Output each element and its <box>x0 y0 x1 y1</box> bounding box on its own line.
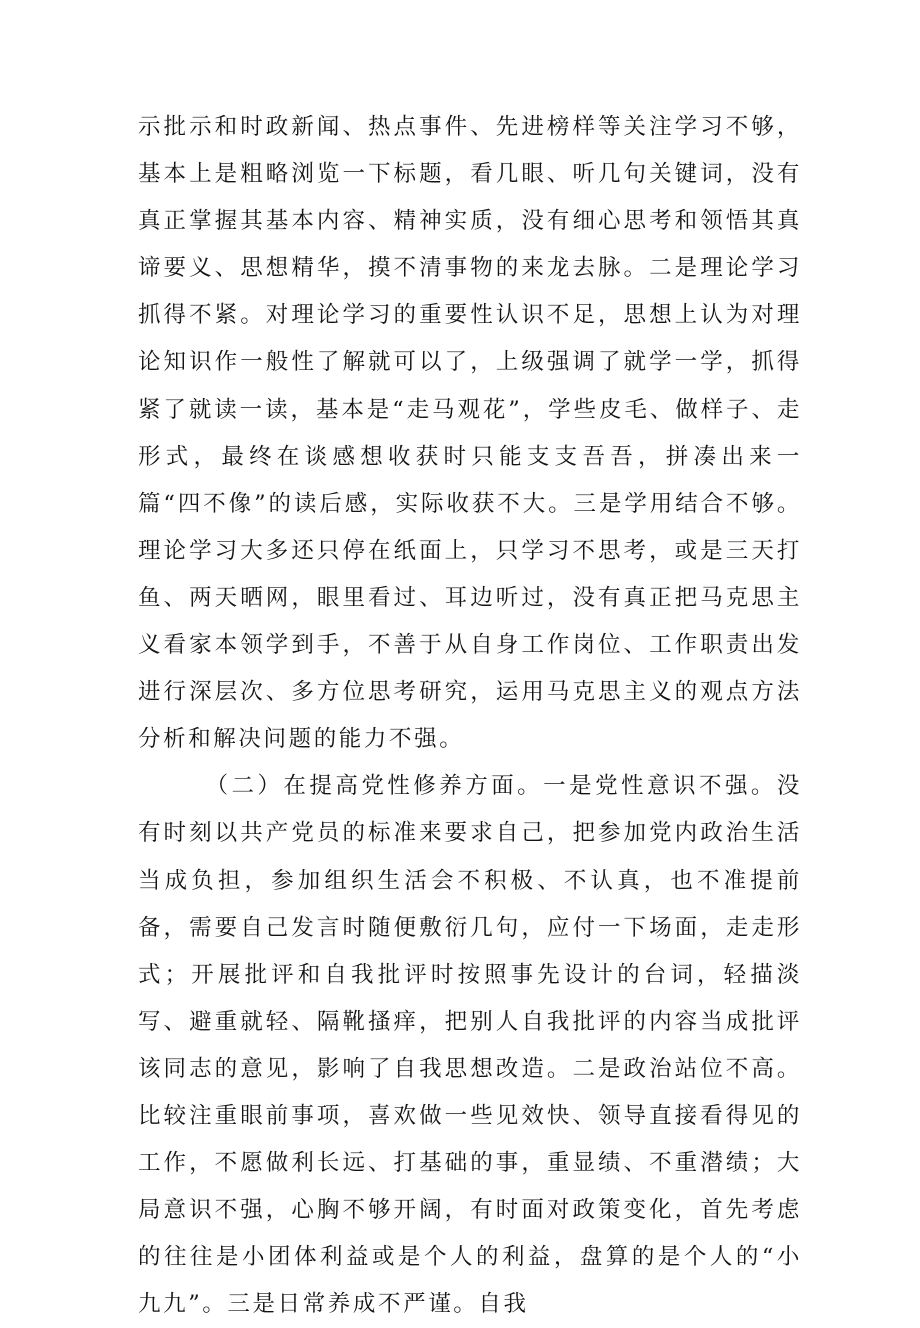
paragraph-study: 示批示和时政新闻、热点事件、先进榜样等关注学习不够，基本上是粗略浏览一下标题，看几眼、听几句关键词，没有真正掌握其基本内容、精神实质，没有细心思考和领悟其真谛要义、思想精华，摸不清事物的来龙去脉。二是理论学习抓得不紧。对理论学习的重要性认识不足，思想上认为对理论知识作一般性了解就可以了，上级强调了就学一学，抓得紧了就读一读，基本是“走马观花”，学些皮毛、做样子、走形式，最终在谈感想收获时只能支支吾吾，拼凑出来一篇“四不像”的读后感，实际收获不大。三是学用结合不够。理论学习大多还只停在纸面上，只学习不思考，或是三天打鱼、两天晒网，眼里看过、耳边听过，没有真正把马克思主义看家本领学到手，不善于从自身工作岗位、工作职责出发进行深层次、多方位思考研究，运用马克思主义的观点方法分析和解决问题的能力不强。 <box>138 114 802 753</box>
paragraph-party-spirit: （二）在提高党性修养方面。一是党性意识不强。没有时刻以共产党员的标准来要求自己，把参加党内政治生活当成负担，参加组织生活会不积极、不认真，也不准提前备，需要自己发言时随便敷衍几句，应付一下场面，走走形式；开展批评和自我批评时按照事先设计的台词，轻描淡写、避重就轻、隔靴搔痒，把别人自我批评的内容当成批评该同志的意见，影响了自我思想改造。二是政治站位不高。比较注重眼前事项，喜欢做一些见效快、领导直接看得见的工作，不愿做利长远、打基础的事，重显绩、不重潜绩；大局意识不强，心胸不够开阔，有时面对政策变化，首先考虑的往往是小团体利益或是个人的利益，盘算的是个人的“小九九”。三是日常养成不严谨。自我 <box>138 773 802 1318</box>
body-text <box>138 104 802 1328</box>
